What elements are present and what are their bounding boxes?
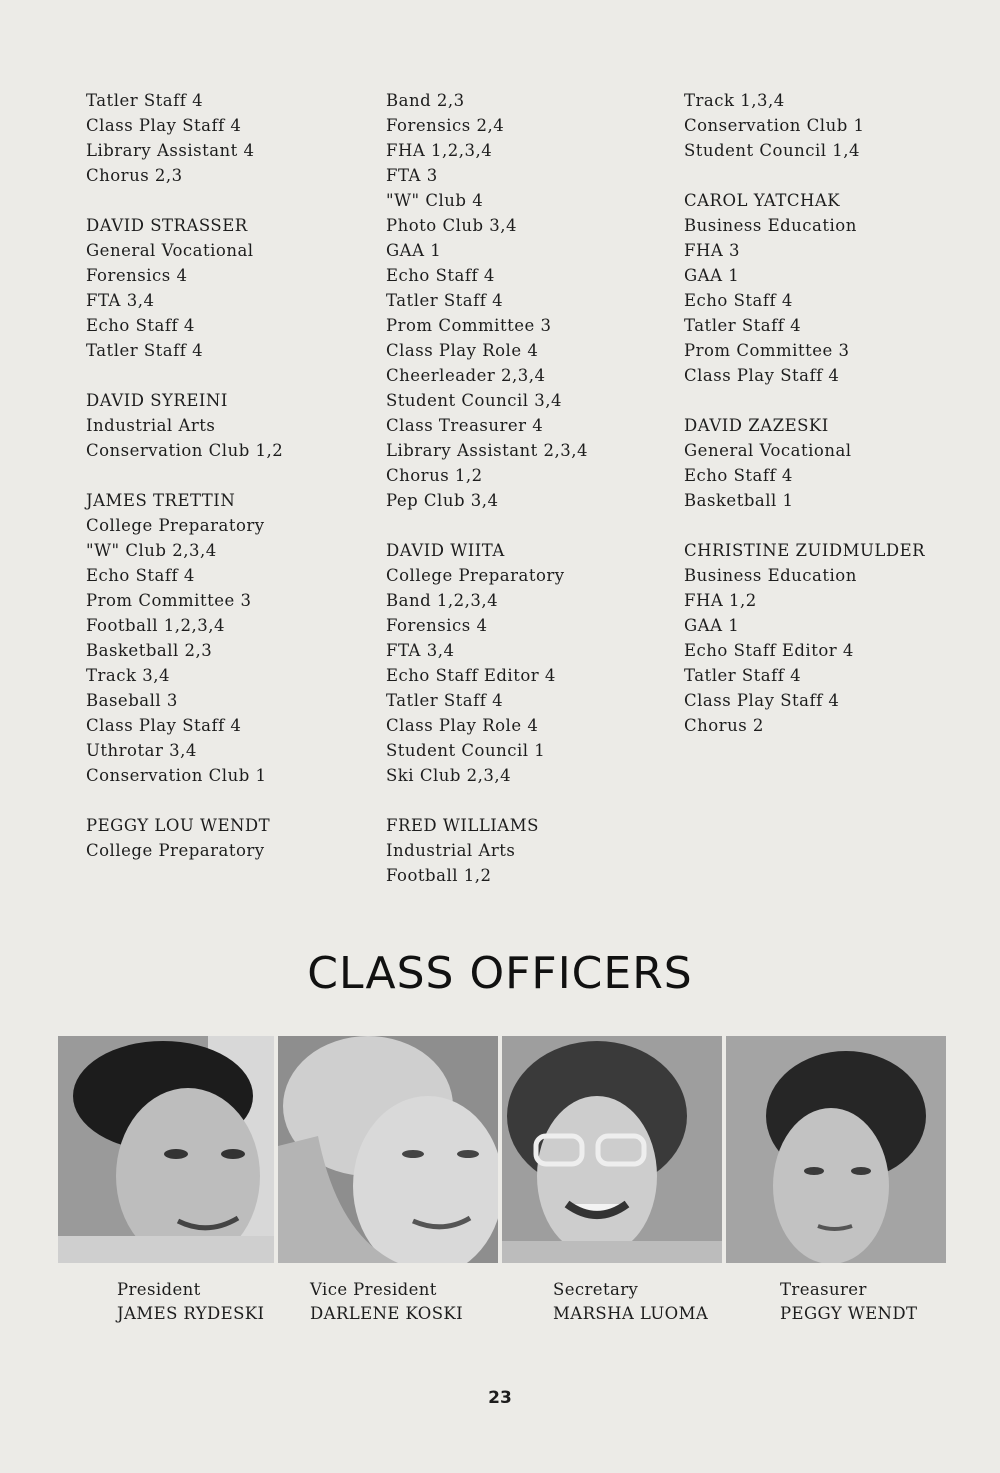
entry-line: Industrial Arts [86,416,216,435]
roster-column-3 [684,88,974,763]
entry-line: DAVID WIITA [386,541,505,560]
entry-line: Echo Staff 4 [684,466,793,485]
entry-line: Basketball 1 [684,491,794,510]
student-entry [684,188,974,388]
entry-line: Echo Staff 4 [684,291,793,310]
student-entry [684,538,974,738]
entry-line: Student Council 1 [386,741,546,760]
entry-line: FHA 1,2,3,4 [386,141,493,160]
officer-role: Secretary [553,1280,639,1299]
roster-column-1 [86,88,356,888]
student-entry [386,538,646,788]
entry-line: FTA 3,4 [86,291,155,310]
entry-line: Class Play Staff 4 [684,366,840,385]
entry-line: Track 3,4 [86,666,170,685]
entry-line: PEGGY LOU WENDT [86,816,271,835]
entry-line: Prom Committee 3 [386,316,552,335]
officer-caption-treasurer [780,1278,917,1326]
entry-line: Tatler Staff 4 [386,291,504,310]
entry-line: "W" Club 2,3,4 [86,541,217,560]
entry-line: GAA 1 [684,266,740,285]
entry-line: Forensics 2,4 [386,116,505,135]
entry-line: Football 1,2 [386,866,492,885]
student-entry [86,388,356,463]
entry-line: General Vocational [86,241,254,260]
entry-line: Chorus 2 [684,716,764,735]
entry-line: Conservation Club 1 [86,766,267,785]
student-entry [684,413,974,513]
entry-line: College Preparatory [86,516,265,535]
roster-column-2 [386,88,646,913]
entry-line: Class Play Role 4 [386,716,539,735]
entry-line: Football 1,2,3,4 [86,616,225,635]
entry-line: JAMES TRETTIN [86,491,236,510]
section-title: CLASS OFFICERS [307,948,693,999]
officer-caption-president [117,1278,264,1326]
entry-line: Business Education [684,216,857,235]
student-entry [86,813,356,863]
student-entry [86,88,356,188]
entry-line: Class Play Role 4 [386,341,539,360]
entry-line: Cheerleader 2,3,4 [386,366,546,385]
entry-line: Business Education [684,566,857,585]
entry-line: Echo Staff 4 [86,316,195,335]
entry-line: FHA 1,2 [684,591,757,610]
entry-line: Tatler Staff 4 [684,316,802,335]
officer-photo-treasurer [726,1036,946,1263]
entry-line: Tatler Staff 4 [684,666,802,685]
entry-line: CAROL YATCHAK [684,191,841,210]
entry-line: Echo Staff Editor 4 [386,666,556,685]
entry-line: Echo Staff Editor 4 [684,641,854,660]
entry-line: Chorus 2,3 [86,166,183,185]
entry-line: Band 2,3 [386,91,465,110]
officer-role: Vice President [310,1280,437,1299]
entry-line: FRED WILLIAMS [386,816,539,835]
entry-line: DAVID SYREINI [86,391,228,410]
student-entry [684,88,974,163]
entry-line: Forensics 4 [86,266,188,285]
entry-line: Prom Committee 3 [86,591,252,610]
entry-line: Band 1,2,3,4 [386,591,499,610]
officer-photo-president [58,1036,274,1263]
entry-line: Basketball 2,3 [86,641,213,660]
entry-line: Student Council 1,4 [684,141,860,160]
entry-line: FHA 3 [684,241,740,260]
officer-caption-vice-president [310,1278,463,1326]
entry-line: Echo Staff 4 [86,566,195,585]
entry-line: Tatler Staff 4 [386,691,504,710]
officer-name: DARLENE KOSKI [310,1304,464,1323]
entry-line: Chorus 1,2 [386,466,483,485]
page-number: 23 [488,1388,512,1408]
entry-line: Track 1,3,4 [684,91,785,110]
entry-line: Class Play Staff 4 [684,691,840,710]
entry-line: Library Assistant 2,3,4 [386,441,589,460]
entry-line: Student Council 3,4 [386,391,562,410]
entry-line: Class Treasurer 4 [386,416,544,435]
entry-line: Industrial Arts [386,841,516,860]
student-entry [386,88,646,513]
officer-role: President [117,1280,201,1299]
student-entry [86,488,356,788]
entry-line: Baseball 3 [86,691,178,710]
officer-name: MARSHA LUOMA [553,1304,709,1323]
entry-line: Library Assistant 4 [86,141,255,160]
entry-line: Prom Committee 3 [684,341,850,360]
entry-line: Class Play Staff 4 [86,716,242,735]
entry-line: CHRISTINE ZUIDMULDER [684,541,926,560]
entry-line: College Preparatory [86,841,265,860]
entry-line: DAVID STRASSER [86,216,248,235]
officer-photo-secretary [502,1036,722,1263]
officer-role: Treasurer [780,1280,867,1299]
officer-name: PEGGY WENDT [780,1304,918,1323]
entry-line: Uthrotar 3,4 [86,741,197,760]
entry-line: DAVID ZAZESKI [684,416,829,435]
entry-line: Forensics 4 [386,616,488,635]
entry-line: General Vocational [684,441,852,460]
entry-line: FTA 3 [386,166,438,185]
entry-line: Conservation Club 1,2 [86,441,284,460]
entry-line: FTA 3,4 [386,641,455,660]
entry-line: College Preparatory [386,566,565,585]
officer-caption-secretary [553,1278,708,1326]
officer-name: JAMES RYDESKI [117,1304,265,1323]
entry-line: Photo Club 3,4 [386,216,518,235]
entry-line: GAA 1 [684,616,740,635]
entry-line: Conservation Club 1 [684,116,865,135]
entry-line: "W" Club 4 [386,191,484,210]
officer-photo-vice-president [278,1036,498,1263]
entry-line: Echo Staff 4 [386,266,495,285]
entry-line: Pep Club 3,4 [386,491,499,510]
entry-line: Tatler Staff 4 [86,91,204,110]
entry-line: Tatler Staff 4 [86,341,204,360]
entry-line: GAA 1 [386,241,442,260]
student-entry [386,813,646,888]
entry-line: Ski Club 2,3,4 [386,766,512,785]
entry-line: Class Play Staff 4 [86,116,242,135]
student-entry [86,213,356,363]
